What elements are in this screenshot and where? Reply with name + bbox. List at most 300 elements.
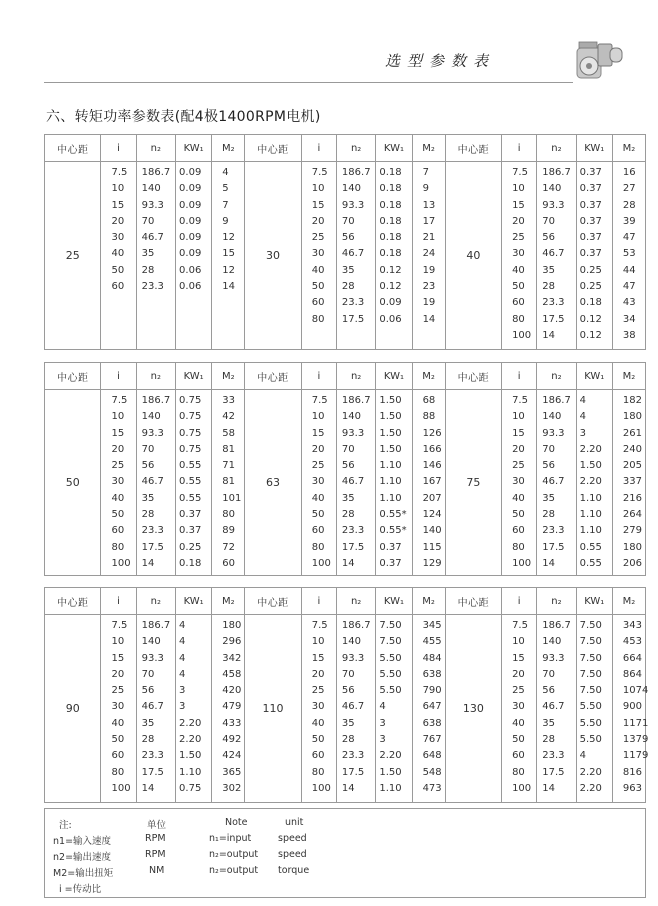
torque-value: 342 <box>222 652 242 664</box>
header-center-distance: 中心距 <box>445 363 501 390</box>
power-value: 0.18 <box>379 183 402 195</box>
center-distance-value: 40 <box>445 162 501 350</box>
ratio-column <box>301 615 336 803</box>
ratio-value: 15 <box>111 652 125 664</box>
ratio-value: 60 <box>111 281 125 293</box>
header-power: KW₁ <box>576 135 612 162</box>
power-value: 0.55 <box>179 476 202 488</box>
torque-value: 129 <box>422 557 442 569</box>
output-speed-value: 56 <box>141 685 155 697</box>
ratio-value: 30 <box>512 248 525 260</box>
header-torque: M₂ <box>212 363 245 390</box>
center-distance-value: 75 <box>445 390 501 576</box>
power-value: 0.18 <box>379 199 402 211</box>
ratio-value: 20 <box>311 668 325 680</box>
notes-row-unit-en: speed <box>278 849 307 860</box>
torque-column <box>412 162 445 350</box>
torque-value: 19 <box>422 264 436 276</box>
output-speed-value: 23.3 <box>141 281 164 293</box>
ratio-value: 80 <box>512 313 525 325</box>
power-value: 5.50 <box>379 685 402 697</box>
output-speed-column <box>336 615 375 803</box>
power-value: 1.50 <box>379 411 402 423</box>
power-column <box>576 390 612 576</box>
output-speed-column <box>336 162 375 350</box>
power-value: 0.55 <box>579 541 602 553</box>
ratio-value: 80 <box>111 541 125 553</box>
power-value: 0.55 <box>179 460 202 472</box>
torque-value: 345 <box>422 620 442 631</box>
torque-value: 420 <box>222 685 242 697</box>
torque-value: 424 <box>222 750 242 762</box>
torque-value: 484 <box>422 652 442 664</box>
output-speed-value: 14 <box>542 557 555 569</box>
power-value: 0.37 <box>579 199 602 211</box>
header-output-speed: n₂ <box>136 363 175 390</box>
header-ratio: i <box>502 588 537 615</box>
ratio-column <box>502 390 537 576</box>
gear-motor-icon <box>576 40 626 84</box>
header-output-speed: n₂ <box>336 135 375 162</box>
ratio-value: 7.5 <box>111 395 128 406</box>
output-speed-value: 70 <box>141 668 155 680</box>
ratio-value: 30 <box>512 701 525 713</box>
power-value: 0.55* <box>379 525 407 537</box>
output-speed-value: 70 <box>542 215 555 227</box>
header-torque: M₂ <box>212 588 245 615</box>
ratio-value: 30 <box>311 476 325 488</box>
output-speed-value: 28 <box>542 509 555 521</box>
header-power: KW₁ <box>376 363 412 390</box>
torque-value: 648 <box>422 750 442 762</box>
torque-value: 124 <box>422 509 442 521</box>
torque-value: 4 <box>222 167 229 178</box>
power-value: 0.12 <box>379 264 402 276</box>
ratio-value: 50 <box>512 281 525 293</box>
header-center-distance: 中心距 <box>45 363 101 390</box>
ratio-value: 15 <box>311 427 325 439</box>
ratio-column <box>101 162 136 350</box>
torque-value: 167 <box>422 476 442 488</box>
power-value: 0.55 <box>579 557 602 569</box>
torque-value: 126 <box>422 427 442 439</box>
ratio-column <box>101 615 136 803</box>
power-value: 1.50 <box>179 750 202 762</box>
notes-row-name: n2=输出速度 <box>53 852 112 863</box>
output-speed-value: 56 <box>141 460 155 472</box>
ratio-value: 60 <box>512 750 525 762</box>
torque-value: 5 <box>222 183 229 195</box>
power-value: 5.50 <box>579 734 602 746</box>
header-torque: M₂ <box>412 363 445 390</box>
header-center-distance: 中心距 <box>45 588 101 615</box>
ratio-value: 60 <box>311 750 325 762</box>
torque-table-1 <box>44 134 646 350</box>
power-value: 0.09 <box>179 248 202 260</box>
power-value: 0.09 <box>179 199 202 211</box>
ratio-value: 25 <box>311 685 325 697</box>
page-header-title: 选型参数表 <box>385 52 496 70</box>
torque-value: 279 <box>622 525 642 537</box>
power-value: 4 <box>579 411 587 423</box>
header-center-distance: 中心距 <box>45 135 101 162</box>
power-value: 0.18 <box>379 248 402 260</box>
torque-value: 38 <box>622 329 636 341</box>
output-speed-value: 35 <box>341 492 355 504</box>
power-value: 4 <box>179 652 186 664</box>
power-value: 0.18 <box>579 297 602 309</box>
output-speed-value: 56 <box>542 460 555 472</box>
output-speed-value: 23.3 <box>341 297 365 309</box>
torque-value: 261 <box>622 427 642 439</box>
header-torque: M₂ <box>612 135 645 162</box>
header-rule <box>44 82 573 83</box>
power-value: 1.50 <box>379 443 402 455</box>
output-speed-value: 14 <box>542 782 555 794</box>
power-value: 0.75 <box>179 411 202 423</box>
ratio-value: 50 <box>111 509 125 521</box>
header-output-speed: n₂ <box>136 135 175 162</box>
power-value: 0.09 <box>179 215 202 227</box>
power-value: 1.50 <box>579 460 602 472</box>
power-value: 1.50 <box>379 427 402 439</box>
ratio-value: 15 <box>311 652 325 664</box>
output-speed-column <box>136 390 175 576</box>
ratio-value: 60 <box>111 525 125 537</box>
power-value: 0.37 <box>379 541 402 553</box>
output-speed-value: 17.5 <box>341 541 365 553</box>
power-value: 0.09 <box>179 167 202 178</box>
torque-value: 34 <box>622 313 636 325</box>
output-speed-value: 140 <box>542 183 562 195</box>
output-speed-value: 186.7 <box>141 167 171 178</box>
output-speed-value: 14 <box>141 782 155 794</box>
power-value: 5.50 <box>579 717 602 729</box>
ratio-value: 20 <box>512 215 525 227</box>
output-speed-column <box>537 162 576 350</box>
ratio-value: 40 <box>311 492 325 504</box>
ratio-value: 30 <box>311 248 325 260</box>
output-speed-value: 35 <box>141 248 155 260</box>
output-speed-column <box>136 615 175 803</box>
torque-value: 180 <box>622 411 642 423</box>
output-speed-value: 28 <box>341 509 355 521</box>
power-value: 7.50 <box>579 620 602 631</box>
torque-value: 790 <box>422 685 442 697</box>
ratio-value: 60 <box>512 297 525 309</box>
header-power: KW₁ <box>176 588 212 615</box>
torque-value: 479 <box>222 701 242 713</box>
header-power: KW₁ <box>376 588 412 615</box>
output-speed-column <box>537 615 576 803</box>
torque-value: 39 <box>622 215 636 227</box>
torque-value: 81 <box>222 476 235 488</box>
torque-value: 296 <box>222 636 242 648</box>
power-value: 0.06 <box>179 264 202 276</box>
header-ratio: i <box>301 588 336 615</box>
header-power: KW₁ <box>176 135 212 162</box>
output-speed-value: 28 <box>341 281 355 293</box>
ratio-value: 10 <box>512 636 525 648</box>
notes-row-unit: NM <box>149 865 165 876</box>
power-value: 4 <box>179 636 186 648</box>
ratio-value: 10 <box>111 183 125 195</box>
ratio-value: 40 <box>311 717 325 729</box>
ratio-value: 40 <box>512 492 525 504</box>
output-speed-column <box>136 162 175 350</box>
ratio-value: 80 <box>111 766 125 778</box>
power-value: 0.37 <box>179 525 202 537</box>
header-ratio: i <box>502 135 537 162</box>
ratio-value: 15 <box>111 427 125 439</box>
torque-value: 664 <box>622 652 642 664</box>
torque-value: 12 <box>222 264 235 276</box>
notes-row-unit: RPM <box>145 849 166 860</box>
output-speed-value: 56 <box>542 685 555 697</box>
torque-value: 180 <box>222 620 242 631</box>
power-value: 0.37 <box>579 215 602 227</box>
torque-value: 33 <box>222 395 235 406</box>
power-column <box>576 615 612 803</box>
ratio-value: 50 <box>311 281 325 293</box>
torque-value: 264 <box>622 509 642 521</box>
torque-value: 7 <box>222 199 229 211</box>
table-row <box>45 390 646 576</box>
notes-row-unit: RPM <box>145 833 166 844</box>
header-power: KW₁ <box>376 135 412 162</box>
torque-value: 115 <box>422 541 442 553</box>
power-value: 1.10 <box>379 782 402 794</box>
header-power: KW₁ <box>576 363 612 390</box>
power-column <box>376 615 412 803</box>
output-speed-value: 46.7 <box>341 701 365 713</box>
output-speed-value: 35 <box>141 492 155 504</box>
torque-value: 24 <box>422 248 436 260</box>
torque-value: 343 <box>622 620 642 631</box>
notes-row-note: n₂=output <box>209 849 259 860</box>
torque-value: 206 <box>622 557 642 569</box>
output-speed-column <box>336 390 375 576</box>
output-speed-value: 28 <box>141 734 155 746</box>
notes-col-unit-en: unit <box>285 817 304 828</box>
ratio-value: 100 <box>311 557 331 569</box>
output-speed-value: 70 <box>141 215 155 227</box>
output-speed-value: 28 <box>141 509 155 521</box>
output-speed-value: 186.7 <box>141 620 171 631</box>
power-column <box>176 162 212 350</box>
ratio-value: 15 <box>311 199 325 211</box>
output-speed-value: 23.3 <box>141 525 164 537</box>
output-speed-value: 70 <box>341 668 355 680</box>
ratio-value: 20 <box>512 443 525 455</box>
output-speed-value: 56 <box>341 232 355 244</box>
power-value: 4 <box>579 395 587 406</box>
power-value: 0.37 <box>179 509 202 521</box>
ratio-value: 40 <box>111 492 125 504</box>
ratio-value: 100 <box>512 557 532 569</box>
output-speed-value: 23.3 <box>341 750 365 762</box>
header-center-distance: 中心距 <box>245 588 301 615</box>
ratio-value: 40 <box>512 264 525 276</box>
ratio-value: 25 <box>111 685 125 697</box>
output-speed-value: 70 <box>141 443 155 455</box>
ratio-value: 100 <box>512 782 532 794</box>
output-speed-value: 93.3 <box>141 652 164 664</box>
torque-value: 14 <box>222 281 235 293</box>
torque-value: 71 <box>222 460 235 472</box>
output-speed-value: 186.7 <box>341 395 371 406</box>
power-value: 3 <box>379 717 386 729</box>
header-torque: M₂ <box>612 363 645 390</box>
ratio-value: 25 <box>512 232 525 244</box>
torque-value: 13 <box>422 199 436 211</box>
ratio-value: 60 <box>512 525 525 537</box>
torque-value: 182 <box>622 395 642 406</box>
power-value: 1.10 <box>579 509 602 521</box>
output-speed-value: 46.7 <box>341 248 365 260</box>
torque-value: 17 <box>422 215 436 227</box>
output-speed-value: 23.3 <box>141 750 164 762</box>
power-value: 3 <box>179 701 186 713</box>
ratio-value: 50 <box>512 734 525 746</box>
output-speed-value: 28 <box>141 264 155 276</box>
power-value: 0.75 <box>179 443 202 455</box>
table-row <box>45 615 646 803</box>
ratio-value: 80 <box>311 313 325 325</box>
notes-row-name: M2=输出扭矩 <box>53 868 114 879</box>
power-value: 2.20 <box>579 766 602 778</box>
output-speed-value: 186.7 <box>341 167 371 178</box>
output-speed-value: 56 <box>341 685 355 697</box>
power-value: 4 <box>179 668 186 680</box>
output-speed-value: 70 <box>542 668 555 680</box>
notes-row-note: n₂=output <box>209 865 259 876</box>
output-speed-value: 70 <box>341 443 355 455</box>
output-speed-value: 186.7 <box>542 167 571 178</box>
output-speed-value: 93.3 <box>542 652 565 664</box>
table-header-row <box>45 588 646 615</box>
power-value: 7.50 <box>579 668 602 680</box>
ratio-value: 60 <box>111 750 125 762</box>
header-center-distance: 中心距 <box>245 363 301 390</box>
torque-value: 101 <box>222 492 242 504</box>
torque-value: 15 <box>222 248 235 260</box>
output-speed-value: 14 <box>542 329 555 341</box>
torque-value: 7 <box>422 167 429 178</box>
output-speed-value: 140 <box>542 411 562 423</box>
ratio-value: 7.5 <box>311 395 328 406</box>
power-value: 0.37 <box>579 167 602 178</box>
torque-value: 638 <box>422 717 442 729</box>
ratio-value: 40 <box>311 264 325 276</box>
ratio-value: 100 <box>111 782 131 794</box>
ratio-value: 80 <box>512 541 525 553</box>
torque-value: 43 <box>622 297 636 309</box>
power-value: 1.10 <box>579 525 602 537</box>
torque-value: 816 <box>622 766 642 778</box>
ratio-value: 20 <box>111 668 125 680</box>
ratio-value: 15 <box>512 427 525 439</box>
ratio-value: 20 <box>111 443 125 455</box>
torque-value: 473 <box>422 782 442 794</box>
power-value: 0.06 <box>179 281 202 293</box>
ratio-value: 25 <box>111 460 125 472</box>
ratio-value: 10 <box>311 636 325 648</box>
power-value: 1.10 <box>379 476 402 488</box>
header-output-speed: n₂ <box>537 135 576 162</box>
power-value: 1.50 <box>379 766 402 778</box>
center-distance-value: 110 <box>245 615 301 803</box>
torque-value: 455 <box>422 636 442 648</box>
output-speed-value: 23.3 <box>341 525 365 537</box>
output-speed-value: 46.7 <box>542 701 565 713</box>
power-value: 7.50 <box>579 685 602 697</box>
power-value: 2.20 <box>179 734 202 746</box>
ratio-value: 25 <box>512 685 525 697</box>
power-value: 0.18 <box>379 215 402 227</box>
power-value: 4 <box>579 750 587 762</box>
ratio-value: 10 <box>512 411 525 423</box>
power-value: 0.12 <box>579 329 602 341</box>
torque-value: 1379 <box>622 734 649 746</box>
output-speed-value: 17.5 <box>542 766 565 778</box>
ratio-value: 25 <box>311 232 325 244</box>
header-ratio: i <box>301 363 336 390</box>
output-speed-value: 14 <box>141 557 155 569</box>
power-value: 1.10 <box>379 492 402 504</box>
torque-column <box>412 615 445 803</box>
torque-column <box>412 390 445 576</box>
output-speed-value: 140 <box>341 411 362 423</box>
torque-table-3 <box>44 587 649 803</box>
table-row <box>45 162 646 350</box>
notes-row-unit-en: speed <box>278 833 307 844</box>
torque-value: 9 <box>222 215 229 227</box>
torque-value: 27 <box>622 183 636 195</box>
ratio-column <box>101 390 136 576</box>
ratio-value: 7.5 <box>512 167 528 178</box>
output-speed-value: 56 <box>341 460 355 472</box>
ratio-value: 100 <box>311 782 331 794</box>
ratio-value: 7.5 <box>512 395 528 406</box>
ratio-value: 7.5 <box>111 620 128 631</box>
torque-value: 68 <box>422 395 436 406</box>
center-distance-value: 50 <box>45 390 101 576</box>
ratio-value: 40 <box>111 717 125 729</box>
torque-column <box>212 615 245 803</box>
ratio-value: 20 <box>311 215 325 227</box>
torque-value: 44 <box>622 264 636 276</box>
power-value: 1.10 <box>179 766 202 778</box>
torque-value: 9 <box>422 183 429 195</box>
power-column <box>376 162 412 350</box>
header-ratio: i <box>101 135 136 162</box>
header-ratio: i <box>502 363 537 390</box>
header-center-distance: 中心距 <box>445 588 501 615</box>
torque-value: 88 <box>422 411 436 423</box>
power-value: 7.50 <box>379 636 402 648</box>
power-value: 7.50 <box>579 636 602 648</box>
center-distance-value: 90 <box>45 615 101 803</box>
output-speed-value: 93.3 <box>542 199 565 211</box>
torque-value: 302 <box>222 782 242 794</box>
output-speed-value: 17.5 <box>542 541 565 553</box>
torque-value: 42 <box>222 411 235 423</box>
ratio-column <box>301 162 336 350</box>
power-value: 0.18 <box>379 167 402 178</box>
table-header-row <box>45 135 646 162</box>
ratio-value: 60 <box>311 525 325 537</box>
